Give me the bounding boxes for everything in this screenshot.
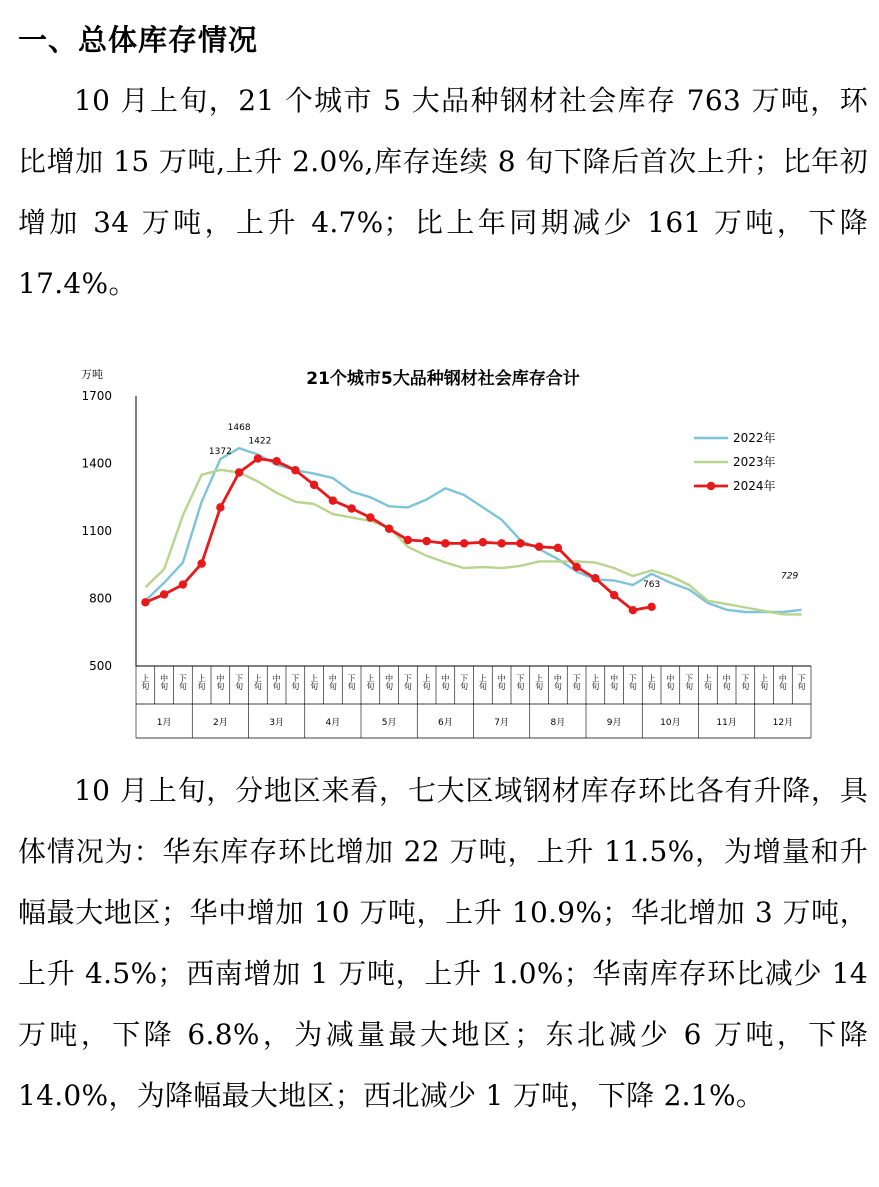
x-period-label: 下旬 xyxy=(740,674,750,690)
series-point-2 xyxy=(310,481,318,489)
y-tick-label: 1100 xyxy=(81,524,112,538)
x-period-label: 中旬 xyxy=(384,674,394,690)
series-point-2 xyxy=(460,539,468,547)
x-period-label: 中旬 xyxy=(440,674,450,690)
series-point-2 xyxy=(404,536,412,544)
x-period-label: 中旬 xyxy=(553,674,563,690)
series-point-2 xyxy=(254,454,262,462)
data-label: 1468 xyxy=(227,423,251,434)
summary-paragraph: 10 月上旬，21 个城市 5 大品种钢材社会库存 763 万吨，环比增加 15 万吨,上升 2.0%,库存连续 8 旬下降后首次上升；比年初增加 34 万吨，上升 4.7%；比上年同期减少 161 万吨，下降 17.4%。 xyxy=(18,84,868,300)
x-period-label: 上旬 xyxy=(309,674,319,690)
x-period-label: 下旬 xyxy=(515,674,525,690)
x-period-label: 中旬 xyxy=(665,674,675,690)
y-tick-label: 1400 xyxy=(81,456,112,471)
series-point-2 xyxy=(366,513,374,521)
legend-label-0: 2022年 xyxy=(733,431,776,445)
x-period-label: 下旬 xyxy=(628,674,638,690)
series-point-2 xyxy=(160,590,168,598)
chart-series xyxy=(141,423,801,614)
x-month-label: 3月 xyxy=(269,718,284,728)
inventory-line-chart xyxy=(78,356,824,746)
series-point-2 xyxy=(479,538,487,546)
x-period-label: 中旬 xyxy=(215,674,225,690)
series-point-2 xyxy=(197,559,205,567)
x-period-label: 中旬 xyxy=(778,674,788,690)
y-tick-label: 800 xyxy=(89,591,112,606)
x-month-label: 6月 xyxy=(438,718,453,728)
x-period-label: 上旬 xyxy=(365,674,375,690)
x-period-label: 下旬 xyxy=(403,674,413,690)
series-point-2 xyxy=(329,496,337,504)
x-period-label: 下旬 xyxy=(684,674,694,690)
legend-label-2: 2024年 xyxy=(733,479,776,493)
series-point-2 xyxy=(235,468,243,476)
series-point-2 xyxy=(572,563,580,571)
x-period-label: 中旬 xyxy=(609,674,619,690)
series-point-2 xyxy=(291,466,299,474)
series-point-2 xyxy=(272,457,280,465)
series-point-2 xyxy=(497,539,505,547)
data-label: 1422 xyxy=(248,436,272,447)
x-period-label: 下旬 xyxy=(572,674,582,690)
chart-title: 21个城市5大品种钢材社会库存合计 xyxy=(306,369,580,389)
x-period-label: 中旬 xyxy=(272,674,282,690)
x-month-label: 10月 xyxy=(660,718,681,728)
x-period-label: 下旬 xyxy=(347,674,357,690)
x-month-label: 12月 xyxy=(772,718,794,728)
legend-label-1: 2023年 xyxy=(733,455,776,469)
x-period-label: 中旬 xyxy=(497,674,507,690)
x-month-label: 8月 xyxy=(550,718,566,728)
x-period-label: 上旬 xyxy=(422,674,432,690)
x-period-label: 下旬 xyxy=(234,674,244,690)
x-period-label: 上旬 xyxy=(534,674,544,690)
series-point-2 xyxy=(647,603,655,611)
series-point-2 xyxy=(535,543,543,551)
series-point-2 xyxy=(554,544,562,552)
series-line-0 xyxy=(145,448,801,612)
chart-legend xyxy=(694,430,776,493)
series-point-2 xyxy=(216,503,224,511)
series-point-2 xyxy=(441,539,449,547)
x-month-label: 4月 xyxy=(325,718,341,728)
x-period-label: 下旬 xyxy=(290,674,300,690)
x-period-label: 上旬 xyxy=(140,674,150,690)
legend-marker-2 xyxy=(707,482,715,490)
series-line-2 xyxy=(145,459,651,611)
x-period-label: 上旬 xyxy=(478,674,488,690)
x-period-label: 中旬 xyxy=(159,674,169,690)
series-point-2 xyxy=(347,504,355,512)
y-tick-label: 500 xyxy=(89,659,112,673)
x-period-label: 中旬 xyxy=(722,674,732,690)
x-month-label: 11月 xyxy=(716,718,737,728)
x-period-label: 上旬 xyxy=(590,674,600,690)
series-point-2 xyxy=(516,539,524,547)
series-point-2 xyxy=(141,598,149,606)
x-period-label: 上旬 xyxy=(759,674,769,690)
x-period-label: 下旬 xyxy=(178,674,188,690)
x-month-label: 9月 xyxy=(606,718,622,728)
x-period-label: 上旬 xyxy=(703,674,713,690)
x-month-label: 5月 xyxy=(381,718,397,728)
x-period-label: 下旬 xyxy=(459,674,469,690)
x-period-label: 上旬 xyxy=(197,674,207,690)
series-point-2 xyxy=(610,591,618,599)
x-month-label: 2月 xyxy=(213,718,228,728)
region-paragraph: 10 月上旬，分地区来看，七大区域钢材库存环比各有升降，具体情况为：华东库存环比增加 22 万吨，上升 11.5%，为增量和升幅最大地区；华中增加 10 万吨，上升 10.9%；华北增加 3 万吨，上升 4.5%；西南增加 1 万吨，上升 1.0%；华南库存环比减少 14 万吨，下降 6.8%，为减量最大地区；东北减少 6 万吨，下降 14.0%，为降幅最大地区；西北减少 1 万吨，下降 2.1%。 xyxy=(18,774,868,1112)
data-label: 729 xyxy=(781,571,799,582)
x-month-label: 7月 xyxy=(494,718,509,728)
y-axis-unit: 万吨 xyxy=(81,368,103,381)
series-point-2 xyxy=(591,574,599,582)
series-point-2 xyxy=(385,525,393,533)
x-period-label: 中旬 xyxy=(328,674,338,690)
data-label: 1372 xyxy=(208,446,232,457)
x-period-label: 上旬 xyxy=(647,674,657,690)
series-point-2 xyxy=(422,537,430,545)
data-label: 763 xyxy=(643,579,661,590)
section-heading: 一、总体库存情况 xyxy=(18,23,259,57)
y-tick-label: 1700 xyxy=(81,389,112,403)
series-point-2 xyxy=(629,606,637,614)
x-month-label: 1月 xyxy=(156,718,172,728)
x-period-label: 下旬 xyxy=(797,674,807,690)
series-point-2 xyxy=(179,580,187,588)
x-period-label: 上旬 xyxy=(253,674,263,690)
